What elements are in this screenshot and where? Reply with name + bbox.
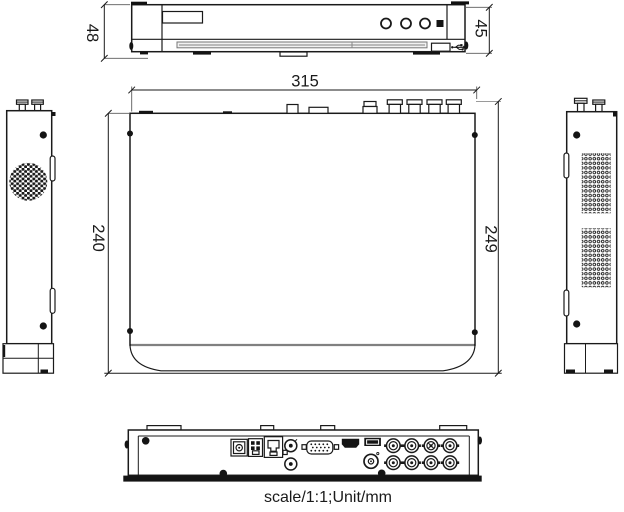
chassis-screw [472,132,478,138]
side-tab [50,288,55,313]
chassis-screw [127,131,133,137]
bnc-top [387,100,402,114]
front-vent-slot [177,42,427,48]
dimension-depth-right [476,98,502,376]
chassis-screw [573,320,580,327]
drawing-caption: scale/1:1;Unit/mm [263,489,393,506]
dim-label-top-width: 315 [291,72,319,91]
hdmi-port [342,439,359,448]
led-indicator [381,19,391,29]
front-feet [140,52,440,56]
foot-pad [566,370,575,374]
rear-connector-post [32,100,44,111]
chassis-screw [40,322,47,329]
ir-receiver [437,20,444,27]
base-band [123,476,481,482]
chassis-screw [142,437,150,445]
side-nub [478,437,482,445]
chassis-screw [220,470,228,478]
chassis-screw [472,329,478,335]
round-vent [9,163,47,201]
chassis-screw [127,328,133,334]
right-side-view [564,98,618,373]
left-side-view [3,100,56,373]
foot-pad [604,370,613,374]
power-input-port [231,439,247,456]
usb-port [364,438,381,446]
rear-view [123,426,482,482]
front-panel-curve [130,345,475,371]
front-panel-section [3,344,54,374]
dim-label-front-height: 48 [83,23,101,43]
bnc-top [407,100,422,114]
side-tab [564,153,569,178]
chassis-screw [573,131,580,138]
power-switch [249,439,263,457]
audio-out-port [285,458,297,470]
dim-label-front-height-right: 45 [471,19,490,38]
edge-nub [613,112,617,117]
side-nub [129,42,133,50]
vent-grid [582,153,611,213]
bnc-top [446,100,461,114]
rear-connector-tops [139,100,461,114]
top-view [89,73,502,377]
side-tab [50,156,55,181]
bnc-top [427,100,442,114]
rear-connector-post [17,100,29,111]
dimension-top-width [128,73,480,112]
dimension-front-height-right [466,4,493,57]
front-panel-section [565,344,618,374]
rear-connector-post [593,100,605,112]
dim-label-depth-right: 249 [481,225,500,253]
side-nub [125,441,129,449]
front-usb-port [432,43,451,51]
chassis-screw [40,131,47,138]
dim-label-depth-left: 240 [89,224,107,252]
led-indicator [401,19,411,29]
edge-nub [52,112,56,116]
chassis-screw [378,470,386,478]
rear-connector-post [575,98,588,111]
front-view [83,1,493,61]
vent-grid [582,228,611,287]
side-tab [564,290,569,316]
foot-pad [41,370,49,374]
audio-in-port [285,439,297,451]
side-nub [464,42,468,50]
dimension-depth-left [89,110,129,377]
device-badge [163,12,203,24]
ethernet-port [264,437,282,458]
led-indicator [420,19,430,29]
